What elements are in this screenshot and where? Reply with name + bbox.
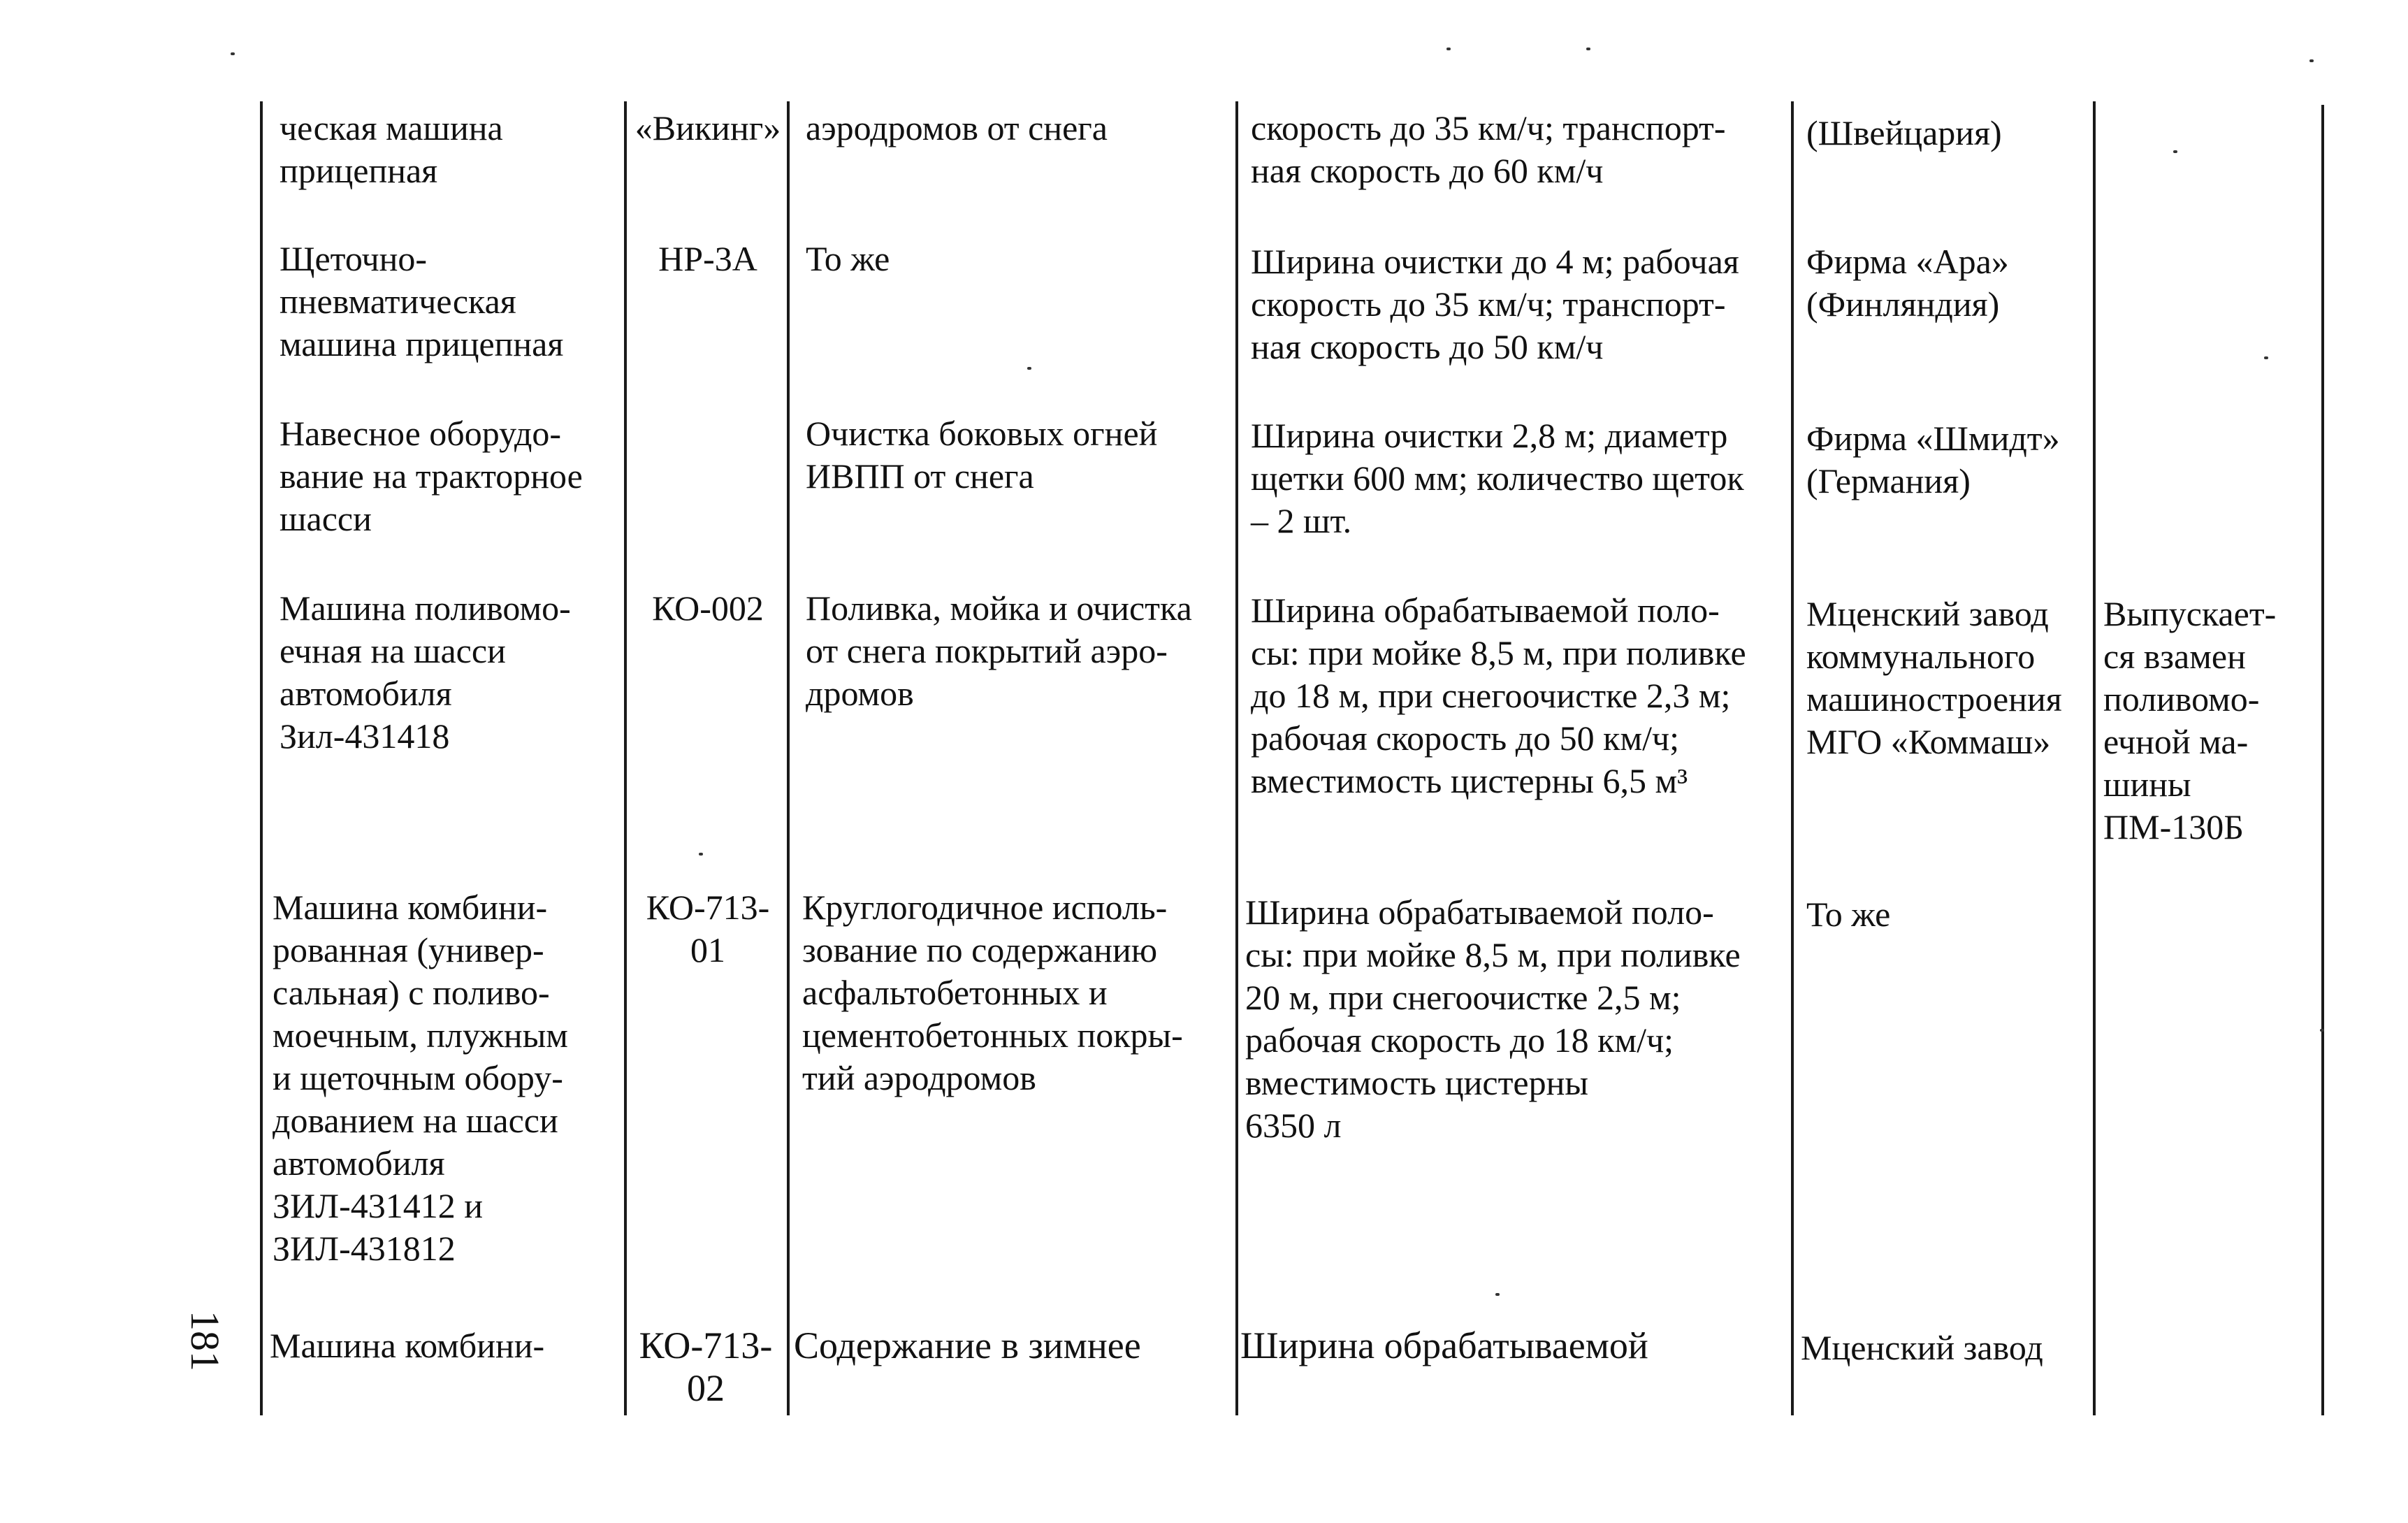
table-cell-purpose: Содержание в зимнее bbox=[794, 1324, 1141, 1366]
table-cell-maker: Фирма «Шмидт» (Германия) bbox=[1806, 419, 2060, 500]
scan-speck bbox=[2264, 356, 2268, 359]
scan-speck bbox=[1027, 367, 1031, 370]
scan-speck bbox=[1586, 48, 1590, 50]
column-rule-3 bbox=[787, 101, 790, 1415]
scan-speck bbox=[1495, 1293, 1500, 1296]
table-cell-name: ческая машина прицепная bbox=[280, 108, 503, 190]
table-cell-specs: Ширина обрабатываемой bbox=[1240, 1324, 1648, 1366]
table-cell-maker: Мценский завод коммунального машиностроения МГО «Коммаш» bbox=[1806, 594, 2062, 761]
column-rule-5 bbox=[1791, 101, 1794, 1415]
column-rule-7 bbox=[2321, 105, 2324, 1415]
table-cell-maker: Фирма «Ара» (Финляндия) bbox=[1806, 242, 2009, 324]
table-cell-name: Навесное оборудо- вание на тракторное шасси bbox=[280, 414, 583, 538]
column-rule-2 bbox=[624, 101, 627, 1415]
column-rule-6 bbox=[2093, 101, 2096, 1415]
table-cell-maker: То же bbox=[1806, 895, 1891, 934]
column-rule-1 bbox=[260, 101, 263, 1415]
table-cell-specs: Ширина обрабатываемой поло- сы: при мойке 8,5 м, при поливке 20 м, при снегоочистке 2,5 м; рабочая скорость до 18 км/ч; вместимость цистерны 6350 л bbox=[1245, 893, 1741, 1145]
scan-speck bbox=[2173, 150, 2177, 153]
table-cell-purpose: Поливка, мойка и очистка от снега покрытий аэро- дромов bbox=[806, 589, 1192, 713]
table-cell-name: Машина комбини- bbox=[270, 1326, 545, 1365]
table-cell-name: Машина комбини- рованная (универ- сальная) с поливо- моечным, плужным и щеточным обору- дованием на шасси автомобиля ЗИЛ-431412 и ЗИЛ-431812 bbox=[273, 888, 568, 1268]
scan-speck bbox=[2320, 1029, 2324, 1032]
table-cell-specs: Ширина очистки до 4 м; рабочая скорость до 35 км/ч; транспорт- ная скорость до 50 км/ч bbox=[1251, 242, 1739, 366]
table-cell-model: КО-713- 02 bbox=[639, 1324, 773, 1409]
table-cell-purpose: Круглогодичное исполь- зование по содержанию асфальтобетонных и цементобетонных покры- тий аэродромов bbox=[802, 888, 1183, 1097]
table-cell-purpose: То же bbox=[806, 239, 890, 278]
scan-speck bbox=[231, 52, 235, 55]
table-cell-maker: Мценский завод bbox=[1801, 1328, 2043, 1367]
table-cell-note: Выпускает- ся взамен поливомо- ечной ма- шины ПМ-130Б bbox=[2103, 594, 2277, 846]
column-rule-4 bbox=[1235, 101, 1238, 1415]
table-cell-model: НР-3А bbox=[658, 239, 757, 278]
page-number: 181 bbox=[182, 1311, 228, 1371]
table-cell-name: Машина поливомо- ечная на шасси автомобиля Зил-431418 bbox=[280, 589, 571, 756]
table-cell-purpose: аэродромов от снега bbox=[806, 108, 1108, 147]
table-cell-purpose: Очистка боковых огней ИВПП от снега bbox=[806, 414, 1158, 496]
table-cell-maker: (Швейцария) bbox=[1806, 113, 2002, 152]
table-cell-model: «Викинг» bbox=[634, 108, 781, 147]
table-cell-name: Щеточно- пневматическая машина прицепная bbox=[280, 239, 564, 363]
table-cell-model: КО-713- 01 bbox=[646, 888, 770, 969]
table-cell-specs: Ширина очистки 2,8 м; диаметр щетки 600 мм; количество щеток – 2 шт. bbox=[1251, 416, 1744, 540]
table-cell-model: КО-002 bbox=[652, 589, 764, 628]
table-cell-specs: Ширина обрабатываемой поло- сы: при мойке 8,5 м, при поливке до 18 м, при снегоочистке 2,3 м; рабочая скорость до 50 км/ч; вместимость цистерны 6,5 м³ bbox=[1251, 591, 1746, 800]
scan-speck bbox=[699, 853, 703, 856]
scan-speck bbox=[2309, 59, 2314, 62]
table-cell-specs: скорость до 35 км/ч; транспорт- ная скорость до 60 км/ч bbox=[1251, 108, 1726, 190]
scan-speck bbox=[1446, 48, 1451, 50]
